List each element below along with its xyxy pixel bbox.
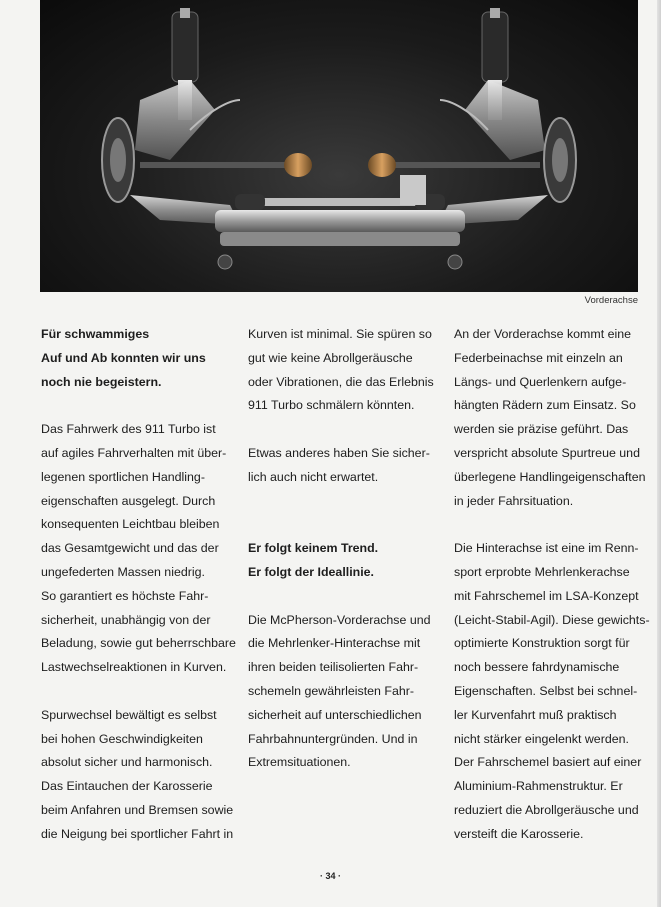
text-line: Fahrbahnuntergründen. Und in: [248, 731, 418, 746]
paragraph: [248, 609, 448, 776]
text-line: hängten Rädern zum Einsatz. So: [454, 398, 636, 413]
text-line: Das Eintauchen der Karosserie: [41, 779, 213, 794]
text-line: Der Fahrschemel basiert auf einer: [454, 755, 642, 770]
page-number: · 34 ·: [319, 871, 341, 881]
text-line: Die Hinterachse ist eine im Renn-: [454, 541, 639, 556]
text-line: Spurwechsel bewältigt es selbst: [41, 707, 217, 722]
heading-line: Er folgt keinem Trend.: [248, 541, 379, 556]
text-line: nicht stärker eingelenkt werden.: [454, 731, 629, 746]
text-line: Aluminium-Rahmenstruktur. Er: [454, 779, 623, 794]
paragraph: [248, 442, 448, 490]
text-line: absolut sicher und harmonisch.: [41, 755, 213, 770]
text-line: auf agiles Fahrverhalten mit über-: [41, 445, 227, 460]
text-line: 911 Turbo schmälern könnten.: [248, 398, 415, 413]
text-line: schemeln gewährleisten Fahr-: [248, 683, 414, 698]
section-heading: [248, 537, 448, 585]
section-heading: [41, 323, 241, 394]
paragraph: [248, 323, 448, 418]
text-line: sicherheit, unabhängig von der: [41, 612, 211, 627]
text-line: Längs- und Querlenkern aufge-: [454, 374, 627, 389]
text-line: in jeder Fahrsituation.: [454, 493, 574, 508]
photo-caption: Vorderachse: [584, 295, 638, 306]
heading-line: Auf und Ab konnten wir uns: [41, 350, 206, 365]
text-line: lich auch nicht erwartet.: [248, 469, 379, 484]
text-line: Beladung, sowie gut beherrschbare: [41, 636, 236, 651]
text-line: gut wie keine Abrollgeräusche: [248, 350, 413, 365]
paragraph: [454, 323, 649, 513]
text-line: Die McPherson-Vorderachse und: [248, 612, 431, 627]
text-line: Eigenschaften. Selbst bei schnel-: [454, 683, 638, 698]
front-axle-illustration: [40, 0, 638, 292]
text-line: Kurven ist minimal. Sie spüren so: [248, 327, 432, 341]
text-line: So garantiert es höchste Fahr-: [41, 588, 209, 603]
text-line: Das Fahrwerk des 911 Turbo ist: [41, 422, 216, 437]
text-column-2: [248, 323, 448, 775]
heading-line: noch nie begeistern.: [41, 374, 162, 389]
front-axle-photo: [40, 0, 638, 292]
paragraph: [41, 704, 241, 847]
text-line: Etwas anderes haben Sie sicher-: [248, 445, 430, 460]
text-line: An der Vorderachse kommt eine: [454, 327, 632, 341]
text-column-3: [454, 323, 649, 847]
text-line: konsequenten Leichtbau bleiben: [41, 517, 220, 532]
text-line: noch bessere fahrdynamische: [454, 660, 620, 675]
text-line: eigenschaften ausgelegt. Durch: [41, 493, 216, 508]
text-line: bei hohen Geschwindigkeiten: [41, 731, 203, 746]
text-line: das Gesamtgewicht und das der: [41, 541, 219, 556]
text-line: verspricht absolute Spurtreue und: [454, 445, 640, 460]
text-line: werden sie präzise geführt. Das: [454, 422, 629, 437]
text-line: legenen sportlichen Handling-: [41, 469, 205, 484]
paragraph: [454, 537, 649, 846]
text-line: reduziert die Abrollgeräusche und: [454, 802, 639, 817]
text-line: die Neigung bei sportlicher Fahrt in: [41, 826, 234, 841]
heading-line: Für schwammiges: [41, 327, 150, 341]
text-line: Extremsituationen.: [248, 755, 351, 770]
text-line: die Mehrlenker-Hinterachse mit: [248, 636, 421, 651]
text-column-1: [41, 323, 241, 847]
text-line: ihren beiden teilisolierten Fahr-: [248, 660, 419, 675]
text-line: mit Fahrschemel im LSA-Konzept: [454, 588, 639, 603]
text-line: überlegene Handlingeigenschaften: [454, 469, 646, 484]
text-line: beim Anfahren und Bremsen sowie: [41, 802, 234, 817]
text-line: versteift die Karosserie.: [454, 826, 584, 841]
text-line: ungefederten Massen niedrig.: [41, 564, 205, 579]
text-line: ler Kurvenfahrt muß praktisch: [454, 707, 617, 722]
text-line: oder Vibrationen, die das Erlebnis: [248, 374, 434, 389]
heading-line: Er folgt der Ideallinie.: [248, 564, 374, 579]
text-line: (Leicht-Stabil-Agil). Diese gewichts-: [454, 612, 650, 627]
paragraph: [41, 418, 241, 680]
text-line: Lastwechselreaktionen in Kurven.: [41, 660, 227, 675]
text-line: sicherheit auf unterschiedlichen: [248, 707, 422, 722]
text-line: optimierte Konstruktion sorgt für: [454, 636, 630, 651]
text-line: Federbeinachse mit einzeln an: [454, 350, 623, 365]
text-line: sport erprobte Mehrlenkerachse: [454, 564, 630, 579]
page-edge: [657, 0, 661, 907]
